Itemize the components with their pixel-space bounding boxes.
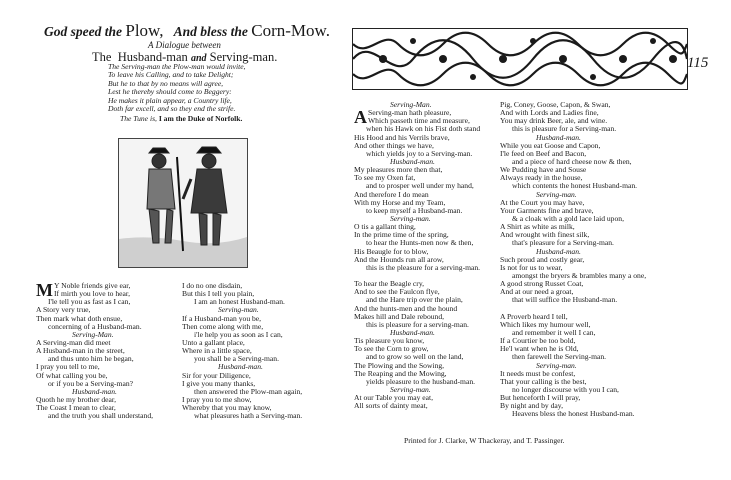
verse-line-text: Y Noble friends give ear, xyxy=(54,281,131,290)
verse-line: then answered the Plow-man again, xyxy=(194,386,303,396)
speaker-label: Husband-man. xyxy=(390,156,435,166)
dialogue-header: The Husband-man and Serving-man. xyxy=(92,50,278,64)
verse-line: O tis a gallant thing, xyxy=(354,222,416,232)
verse-line: I give you many thanks, xyxy=(182,378,256,388)
verse-line: Is not for us to wear, xyxy=(500,262,563,272)
speaker-label: Serving-man. xyxy=(218,305,259,315)
verse-line: and the truth you shall understand, xyxy=(48,411,154,421)
verse-column-4 xyxy=(500,101,646,418)
verse-line: then farewell the Serving-man. xyxy=(512,352,607,362)
verse-line: And at our need a groat, xyxy=(500,287,574,297)
verse-line-text: Serving-man hath pleasure, xyxy=(368,108,452,118)
woodcut-illustration xyxy=(118,138,248,268)
speaker-label: Husband-man. xyxy=(536,132,581,142)
verse-line: & a cloak with a gold lace laid upon, xyxy=(512,213,624,223)
verse-line: concerning of a Husband-man. xyxy=(48,321,142,331)
speaker-label: Serving-Man. xyxy=(72,329,114,339)
verse-line: You may drink Beer, ale, and wine. xyxy=(500,116,608,126)
verse-line: A Husband-man in the street, xyxy=(36,346,125,356)
verse-line: I'le tell you as fast as I can, xyxy=(48,297,131,307)
verse-line: when his Hawk on his Fist doth stand xyxy=(366,124,481,134)
verse-line: But this I tell you plain, xyxy=(182,289,255,299)
verse-line: Which likes my humour well, xyxy=(500,319,591,329)
verse-line: To see the Corn to grow, xyxy=(354,344,429,354)
verse-line: At the Court you may have, xyxy=(500,197,585,207)
verse-line: His Hood and his Verrils brave, xyxy=(354,132,450,142)
verse-line: or if you be a Serving-man? xyxy=(48,378,133,388)
verse-line: Heavens bless the honest Husband-man. xyxy=(512,409,635,419)
verse-line: The Plowing and the Sowing, xyxy=(354,360,445,370)
verse-column-1 xyxy=(36,282,153,420)
verse-line: I'le feed on Beef and Bacon, xyxy=(500,148,587,158)
verse-line: Makes hill and Dale rebound, xyxy=(354,311,445,321)
verse-line: Always ready in the house, xyxy=(500,173,583,183)
verse-line: While you eat Goose and Capon, xyxy=(500,140,601,150)
speaker-label: Husband-man. xyxy=(72,386,117,396)
verse-line: that will suffice the Husband-man. xyxy=(512,295,618,305)
verse-line: which yields joy to a Serving-man. xyxy=(366,148,473,158)
verse-line: A good strong Russet Coat, xyxy=(500,279,584,289)
verse-line: And therefore I do mean xyxy=(354,189,429,199)
verse-line: you shall be a Serving-man. xyxy=(194,354,279,364)
verse-line: Whereby that you may know, xyxy=(182,403,272,413)
verse-line: that's pleasure for a Serving-man. xyxy=(512,238,614,248)
verse-line: and a piece of hard cheese now & then, xyxy=(512,156,632,166)
verse-line: I pray you to me show, xyxy=(182,394,252,404)
verse-line: Of what calling you be, xyxy=(36,370,108,380)
verse-line: yields pleasure to the husband-man. xyxy=(366,376,476,386)
verse-line: i'le help you as soon as I can, xyxy=(194,329,283,339)
verse-line: Your Garments fine and brave, xyxy=(500,205,594,215)
verse-line: I am an honest Husband-man. xyxy=(194,297,285,307)
speaker-label: Serving-man. xyxy=(390,384,431,394)
decorative-ornament-band xyxy=(352,28,688,90)
verse-column-2 xyxy=(182,282,302,420)
speaker-label: Serving-man. xyxy=(390,213,431,223)
verse-line: All sorts of dainty meat, xyxy=(354,401,428,411)
verse-line: I pray you tell to me, xyxy=(36,362,100,372)
argument-line: The Serving-man the Plow-man would invite, xyxy=(108,62,246,71)
printer-imprint: Printed for J. Clarke, W Thackeray, and T. Passinger. xyxy=(404,436,565,445)
verse-line: By night and by day, xyxy=(500,401,563,411)
verse-line: His Beaugle for to blow, xyxy=(354,246,429,256)
verse-line: A Proverb heard I tell, xyxy=(500,311,568,321)
speaker-label: Serving-man. xyxy=(536,360,577,370)
verse-line: My pleasures more then that, xyxy=(354,165,443,175)
verse-line: If a Courtier be too bold, xyxy=(500,336,576,346)
verse-line: to keep myself a Husband-man. xyxy=(366,205,463,215)
tune-line: The Tune is, I am the Duke of Norfolk. xyxy=(120,114,243,123)
verse-line: If a Husband-man you be, xyxy=(182,313,262,323)
verse-line: to hear the Hunts-men now & then, xyxy=(366,238,474,248)
verse-line: A Story very true, xyxy=(36,305,91,315)
verse-line: and the Hare trip over the plain, xyxy=(366,295,463,305)
argument-line: Doth far excell, and so they end the strife. xyxy=(108,104,236,114)
verse-line: To see my Oxen fat, xyxy=(354,173,416,183)
verse-line: Tis pleasure you know, xyxy=(354,336,425,346)
speaker-label: Serving-man. xyxy=(536,189,577,199)
verse-line: And wrought with finest silk, xyxy=(500,230,590,240)
verse-line: and to grow so well on the land, xyxy=(366,352,464,362)
verse-line: The Reaping and the Mowing, xyxy=(354,368,447,378)
argument-line: Lest he thereby should come to Beggery: xyxy=(108,87,232,97)
verse-line: Pig, Coney, Goose, Capon, & Swan, xyxy=(500,100,611,109)
verse-line: what pleasures hath a Serving-man. xyxy=(194,411,303,421)
verse-line: Such proud and costly gear, xyxy=(500,254,585,264)
verse-line: If mirth you love to hear, xyxy=(54,289,131,299)
speaker-label: Husband-man. xyxy=(536,246,581,256)
speaker-label: Husband-man. xyxy=(390,327,435,337)
verse-line: I do no one disdain, xyxy=(182,281,243,290)
verse-line: A Shirt as white as milk, xyxy=(500,222,575,232)
verse-line: Then come along with me, xyxy=(182,321,264,331)
verse-line: In the prime time of the spring, xyxy=(354,230,449,240)
verse-line: It needs must be confest, xyxy=(500,368,576,378)
verse-line: Sir for your Diligence, xyxy=(182,370,251,380)
verse-line: A Serving-man did meet xyxy=(36,337,111,347)
verse-line: And with Lords and Ladies fine, xyxy=(500,108,599,118)
verse-line: Quoth he my brother dear, xyxy=(36,394,117,404)
verse-line: and to prosper well under my hand, xyxy=(366,181,474,191)
ballad-title: God speed the Plow, And bless the Corn-Mow. xyxy=(44,21,330,40)
speaker-label: Husband-man. xyxy=(218,362,263,372)
verse-line: no longer discourse with you I can, xyxy=(512,384,619,394)
verse-line: He'l want when he is Old, xyxy=(500,344,579,354)
verse-line: Which passeth time and measure, xyxy=(368,116,470,126)
verse-line: That your calling is the best, xyxy=(500,376,587,386)
verse-line: and remember it well I can, xyxy=(512,327,596,337)
verse-line: But henceforth I will pray, xyxy=(500,393,581,403)
verse-line: And other things we have, xyxy=(354,140,434,150)
verse-line: The Coast I mean to clear, xyxy=(36,403,116,413)
verse-line: Where in a little space, xyxy=(182,346,252,356)
argument-line: To leave his Calling, and to take Delight; xyxy=(108,70,234,80)
argument-line: He makes it plain appear, a Country life, xyxy=(108,95,232,105)
verse-column-3 xyxy=(354,101,480,410)
subtitle: A Dialogue between xyxy=(148,40,221,50)
verse-line: this is the pleasure for a serving-man. xyxy=(366,262,481,272)
verse-line: And to see the Faulcon flye, xyxy=(354,287,440,297)
verse-line: and thus unto him he began, xyxy=(48,354,134,364)
drop-cap: M xyxy=(36,280,53,300)
argument-line: But he to that by no means will agree, xyxy=(108,78,224,88)
drop-cap: A xyxy=(354,107,367,128)
verse-line: Unto a gallant place, xyxy=(182,337,245,347)
verse-line: At our Table you may eat, xyxy=(354,393,434,403)
speaker-label: Serving-Man. xyxy=(390,100,432,109)
verse-line: With my Horse and my Team, xyxy=(354,197,446,207)
page-number: 115 xyxy=(687,55,709,71)
verse-line: And the hunts-men and the hound xyxy=(354,303,458,313)
verse-line: And the Hounds run all arow, xyxy=(354,254,444,264)
verse-line: which contents the honest Husband-man. xyxy=(512,181,638,191)
verse-line: We Pudding have and Souse xyxy=(500,165,587,175)
verse-line: this is pleasure for a Serving-man. xyxy=(512,124,617,134)
verse-line: amongst the bryers & brambles many a one, xyxy=(512,270,647,280)
verse-line: Then mark what doth ensue, xyxy=(36,313,123,323)
verse-line: To hear the Beagle cry, xyxy=(354,279,425,289)
argument-verse xyxy=(108,63,338,113)
verse-line: this is pleasure for a serving-man. xyxy=(366,319,469,329)
